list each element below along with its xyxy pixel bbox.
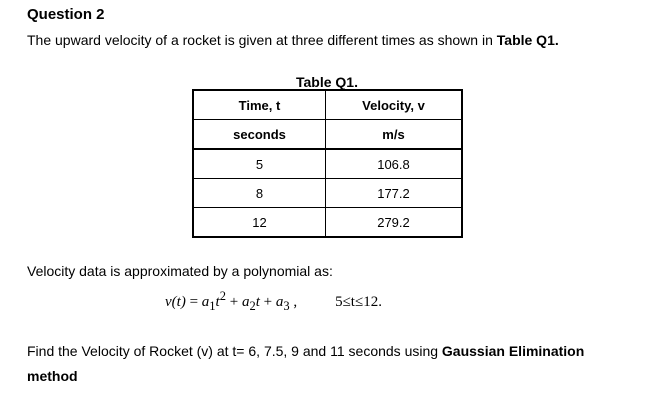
- table-row: [193, 208, 462, 238]
- equation-lhs: v(t): [165, 294, 186, 310]
- question-text: Find the Velocity of Rocket (v) at t= 6, 7.5, 9 and 11 seconds using: [27, 343, 442, 359]
- intro-paragraph: [27, 32, 559, 48]
- subscript-2: 2: [249, 299, 256, 313]
- method-name: Gaussian Elimination method: [27, 343, 585, 384]
- question-paragraph: [27, 339, 637, 389]
- header-velocity: Velocity, v: [326, 90, 463, 120]
- velocity-table: [192, 89, 463, 238]
- variable-t: t: [255, 294, 260, 310]
- unit-velocity: m/s: [326, 120, 463, 150]
- cell-velocity: 279.2: [326, 208, 463, 238]
- subscript-3: 3: [283, 299, 290, 313]
- unit-time: seconds: [193, 120, 326, 150]
- coefficient-a2: a: [241, 294, 250, 310]
- cell-time: 12: [193, 208, 326, 238]
- table-units-row: [193, 120, 462, 150]
- table-row: [193, 149, 462, 179]
- polynomial-equation: $v(t) = a_1t^2 + a_2t + a_3$ , 5≤t≤12.: [165, 289, 382, 313]
- coefficient-a3: a: [275, 294, 284, 310]
- variable-t: t: [215, 294, 220, 310]
- exponent-2: 2: [219, 289, 226, 303]
- cell-time: 5: [193, 149, 326, 179]
- coefficient-a1: a: [201, 294, 210, 310]
- plus-sign: +: [259, 294, 276, 310]
- header-time: Time, t: [193, 90, 326, 120]
- table-row: [193, 179, 462, 208]
- time-range: 5≤t≤12.: [335, 294, 382, 310]
- table-reference: Table Q1.: [496, 32, 559, 48]
- table-caption: Table Q1.: [296, 74, 358, 90]
- intro-text: The upward velocity of a rocket is given at three different times as shown in: [27, 32, 497, 48]
- approximation-text: Velocity data is approximated by a polynomial as:: [27, 263, 333, 279]
- plus-sign: +: [225, 294, 242, 310]
- question-heading: Question 2: [27, 6, 105, 23]
- cell-velocity: 106.8: [326, 149, 463, 179]
- comma: ,: [289, 294, 298, 310]
- subscript-1: 1: [209, 299, 216, 313]
- table-header-row: [193, 90, 462, 120]
- cell-velocity: 177.2: [326, 179, 463, 208]
- cell-time: 8: [193, 179, 326, 208]
